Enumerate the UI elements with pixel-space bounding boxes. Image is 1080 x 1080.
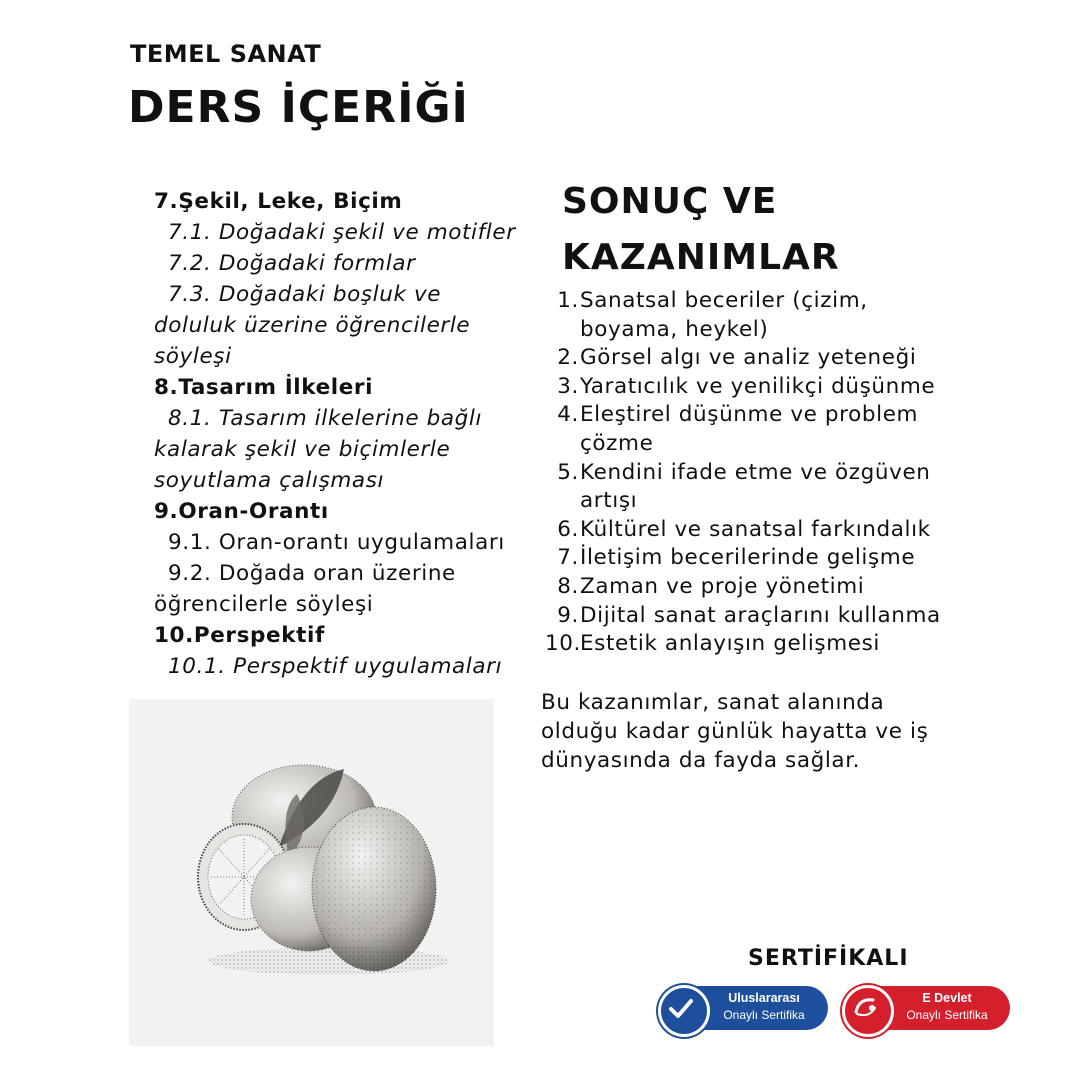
results-item — [545, 459, 945, 516]
list-item-text: öğrencilerle söyleşi — [154, 592, 374, 617]
results-heading — [562, 174, 840, 286]
list-item-continuation — [154, 589, 534, 620]
results-item-line: Estetik anlayışın gelişmesi — [580, 631, 880, 657]
certificate-title: SERTİFİKALI — [748, 946, 909, 971]
list-item-text: 8.1. Tasarım ilkelerine bağlı — [168, 406, 483, 431]
results-item-line: Zaman ve proje yönetimi — [580, 573, 865, 599]
summary-text — [541, 688, 941, 775]
badge-top-text: E Devlet — [922, 991, 972, 1005]
results-item-number: 3. — [557, 373, 579, 399]
list-item-text: kalarak şekil ve biçimlerle — [154, 437, 451, 462]
results-item-text — [579, 573, 864, 602]
list-item-text: 10.1. Perspektif uygulamaları — [168, 654, 503, 679]
edevlet-certificate-badge — [842, 986, 1010, 1030]
list-item-continuation — [154, 465, 534, 496]
list-item-text: 9.2. Doğada oran üzerine — [168, 561, 456, 586]
results-item-line: Kendini ifade etme ve özgüven — [580, 459, 931, 485]
results-item-text — [579, 459, 931, 516]
results-item-line: Kültürel ve sanatsal farkındalık — [580, 516, 931, 542]
results-item — [545, 516, 945, 545]
page-title: DERS İÇERİĞİ — [128, 82, 469, 133]
badge-top-text: Uluslararası — [728, 991, 800, 1005]
list-item-continuation — [154, 310, 534, 341]
course-subtitle: TEMEL SANAT — [130, 40, 322, 68]
edevlet-logo-icon — [842, 985, 894, 1037]
section-title: 9.Oran-Orantı — [154, 499, 329, 524]
lemon-illustration — [129, 699, 494, 1046]
results-item-text — [579, 544, 915, 573]
results-item — [545, 344, 945, 373]
results-item-line: çözme — [580, 430, 654, 456]
results-item-line: artışı — [580, 488, 638, 514]
list-item-text: 7.2. Doğadaki formlar — [168, 251, 416, 276]
list-item — [154, 217, 534, 248]
results-item-text — [579, 630, 880, 659]
list-item-continuation — [154, 341, 534, 372]
results-heading-line2: KAZANIMLAR — [562, 237, 840, 278]
section-title: 10.Perspektif — [154, 623, 325, 648]
check-icon — [658, 985, 710, 1037]
results-item-number: 7. — [557, 545, 579, 571]
list-item-text: doluluk üzerine öğrencilerle — [154, 313, 471, 338]
results-item-text — [579, 602, 941, 631]
results-item-line: boyama, heykel) — [580, 316, 769, 342]
summary-line: dünyasında da fayda sağlar. — [541, 748, 861, 773]
results-item-number: 1. — [557, 288, 579, 313]
list-item-text: 7.1. Doğadaki şekil ve motifler — [168, 220, 516, 245]
results-item-text — [579, 516, 931, 545]
list-item — [154, 248, 534, 279]
results-item-number: 10. — [545, 631, 581, 657]
badge-bottom-text: Onaylı Sertifika — [723, 1008, 805, 1022]
section-title: 8.Tasarım İlkeleri — [154, 375, 374, 400]
list-item — [154, 279, 534, 310]
results-item — [545, 401, 945, 458]
list-item — [154, 403, 534, 434]
list-item — [154, 558, 534, 589]
results-item-text — [579, 344, 916, 373]
list-item-text: söyleşi — [154, 344, 232, 369]
list-item-continuation — [154, 434, 534, 465]
results-heading-line1: SONUÇ VE — [562, 181, 778, 222]
results-item — [545, 602, 945, 631]
results-item-line: Eleştirel düşünme ve problem — [580, 402, 919, 428]
badge-bottom-text: Onaylı Sertifika — [906, 1008, 988, 1022]
results-item-text — [579, 287, 868, 344]
results-item-number: 8. — [557, 573, 579, 599]
results-item-number: 4. — [557, 402, 579, 428]
results-item-line: Görsel algı ve analiz yeteneği — [580, 345, 917, 371]
list-item — [154, 527, 534, 558]
list-item — [154, 651, 534, 682]
results-item — [545, 287, 945, 344]
results-item-number: 2. — [557, 345, 579, 371]
results-item-line: İletişim becerilerinde gelişme — [580, 545, 916, 571]
results-item-line: Dijital sanat araçlarını kullanma — [580, 602, 941, 628]
course-content-list — [154, 186, 534, 682]
section-title: 7.Şekil, Leke, Biçim — [154, 189, 403, 214]
results-item — [545, 544, 945, 573]
results-item-number: 5. — [557, 459, 579, 485]
list-item-text: 7.3. Doğadaki boşluk ve — [168, 282, 442, 307]
results-item-line: Yaratıcılık ve yenilikçi düşünme — [580, 373, 936, 399]
summary-line: olduğu kadar günlük hayatta ve iş — [541, 719, 929, 744]
results-item — [545, 573, 945, 602]
summary-line: Bu kazanımlar, sanat alanında — [541, 690, 885, 715]
results-item-number: 6. — [557, 516, 579, 542]
results-list — [545, 287, 945, 659]
results-item-number: 9. — [557, 602, 579, 628]
results-item — [545, 373, 945, 402]
list-item-text: soyutlama çalışması — [154, 468, 385, 493]
results-item — [545, 630, 945, 659]
results-item-line: Sanatsal beceriler (çizim, — [580, 288, 868, 313]
lemon-drawing-icon — [129, 699, 494, 1046]
international-certificate-badge — [658, 986, 828, 1030]
results-item-text — [579, 373, 935, 402]
list-item-text: 9.1. Oran-orantı uygulamaları — [168, 530, 505, 555]
results-item-text — [579, 401, 918, 458]
